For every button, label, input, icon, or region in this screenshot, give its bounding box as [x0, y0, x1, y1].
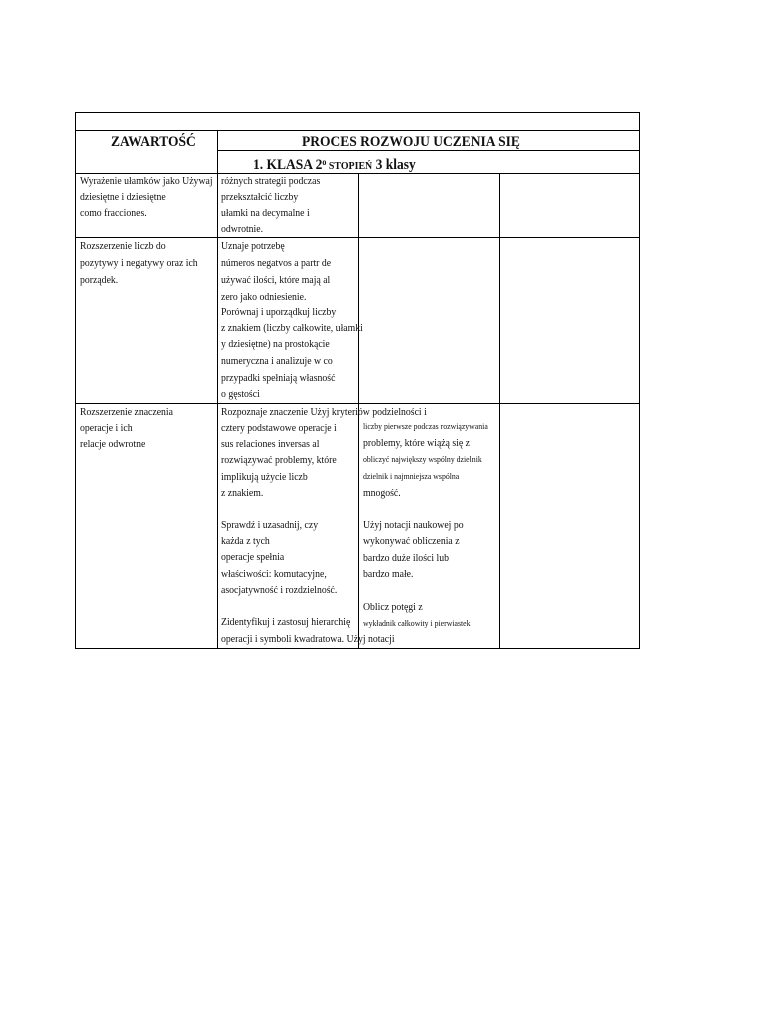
row2-col2-line2: números negatvos a partr de	[221, 258, 332, 269]
row2-col2-line3: używać ilości, które mają al	[221, 275, 331, 286]
row3-col3-line5: mnogość.	[363, 488, 401, 499]
grade-stopien: STOPIEŃ	[326, 160, 373, 172]
row1-content-line2: dziesiętne i dziesiętne	[80, 192, 166, 203]
row2-col2-line7: y dziesiętne) na prostokącie	[221, 339, 330, 350]
row1-col2-line1: różnych strategii podczas	[221, 176, 321, 187]
row3-col2-line12: asocjatywność i rozdzielność.	[221, 585, 338, 596]
row3-col2-line8: Sprawdź i uzasadnij, czy	[221, 520, 319, 531]
table-border-left	[75, 112, 76, 649]
row3-col3-line2: problemy, które wiążą się z	[363, 438, 471, 449]
row3-col2-line2: cztery podstawowe operacje i	[221, 423, 337, 434]
row3-col2-line15: operacji i symboli kwadratowa. Użyj notacji	[221, 634, 395, 645]
row3-col2-line4: rozwiązywać problemy, które	[221, 455, 337, 466]
row3-col2-line14: Zidentyfikuj i zastosuj hierarchię	[221, 617, 351, 628]
column-divider-3	[499, 173, 500, 649]
grade-tail: 3 klasy	[372, 157, 416, 173]
row3-col2-line10: operacje spełnia	[221, 552, 285, 563]
process-column-header: PROCES ROZWOJU UCZENIA SIĘ	[302, 134, 520, 150]
row3-col2-line9: każda z tych	[221, 536, 270, 547]
row3-content-line1: Rozszerzenie znaczenia	[80, 407, 173, 418]
content-column-header: ZAWARTOŚĆ	[111, 134, 196, 150]
row3-col3-line7: Użyj notacji naukowej po	[363, 520, 464, 531]
row2-col2-line8: numeryczna i analizuje w co	[221, 356, 333, 367]
table-border-top	[75, 112, 640, 113]
row3-col3-line3: obliczyć największy wspólny dzielnik	[363, 455, 482, 464]
row3-col3-line12: Oblicz potęgi z	[363, 602, 423, 613]
row1-col2-line3: ułamki na decymalne i	[221, 208, 310, 219]
table-border-right	[639, 112, 640, 649]
column-divider-1	[217, 130, 218, 649]
row3-col3-line8: wykonywać obliczenia z	[363, 536, 460, 547]
row2-content-line3: porządek.	[80, 275, 119, 286]
row2-col2-line6: z znakiem (liczby całkowite, ułamki	[221, 323, 363, 334]
row3-col3-line10: bardzo małe.	[363, 569, 414, 580]
row3-col2-line1: Rozpoznaje znaczenie Użyj kryteriów podzielności i	[221, 407, 427, 418]
grade-header	[253, 153, 416, 175]
row2-col2-line9: przypadki spełniają własność	[221, 373, 336, 384]
row2-content-line1: Rozszerzenie liczb do	[80, 241, 166, 252]
row1-col2-line2: przekształcić liczby	[221, 192, 299, 203]
grade-superscript: o	[322, 157, 327, 167]
row3-col3-line13: wykładnik całkowity i pierwiastek	[363, 619, 471, 628]
row3-col2-line5: implikują użycie liczb	[221, 472, 308, 483]
grade-main: 1. KLASA 2	[253, 157, 323, 173]
row2-col2-line4: zero jako odniesienie.	[221, 292, 307, 303]
row3-col2-line11: właściwości: komutacyjne,	[221, 569, 327, 580]
row2-col2-line5: Porównaj i uporządkuj liczby	[221, 307, 337, 318]
row2-col2-line1: Uznaje potrzebę	[221, 241, 285, 252]
row3-col3-line4: dzielnik i najmniejsza wspólna	[363, 472, 460, 481]
row1-content-line1: Wyrażenie ułamków jako Używaj	[80, 176, 213, 187]
row3-col3-line1: liczby pierwsze podczas rozwiązywania	[363, 422, 488, 431]
header-divider	[75, 130, 640, 131]
row3-content-line3: relacje odwrotne	[80, 439, 146, 450]
row1-col2-line4: odwrotnie.	[221, 224, 264, 235]
row3-col2-line3: sus relaciones inversas al	[221, 439, 320, 450]
row3-content-line2: operacje i ich	[80, 423, 133, 434]
row3-col2-line6: z znakiem.	[221, 488, 264, 499]
row3-col3-line9: bardzo duże ilości lub	[363, 553, 449, 564]
row1-content-line3: como fracciones.	[80, 208, 147, 219]
row2-col2-line10: o gęstości	[221, 389, 260, 400]
row2-content-line2: pozytywy i negatywy oraz ich	[80, 258, 198, 269]
